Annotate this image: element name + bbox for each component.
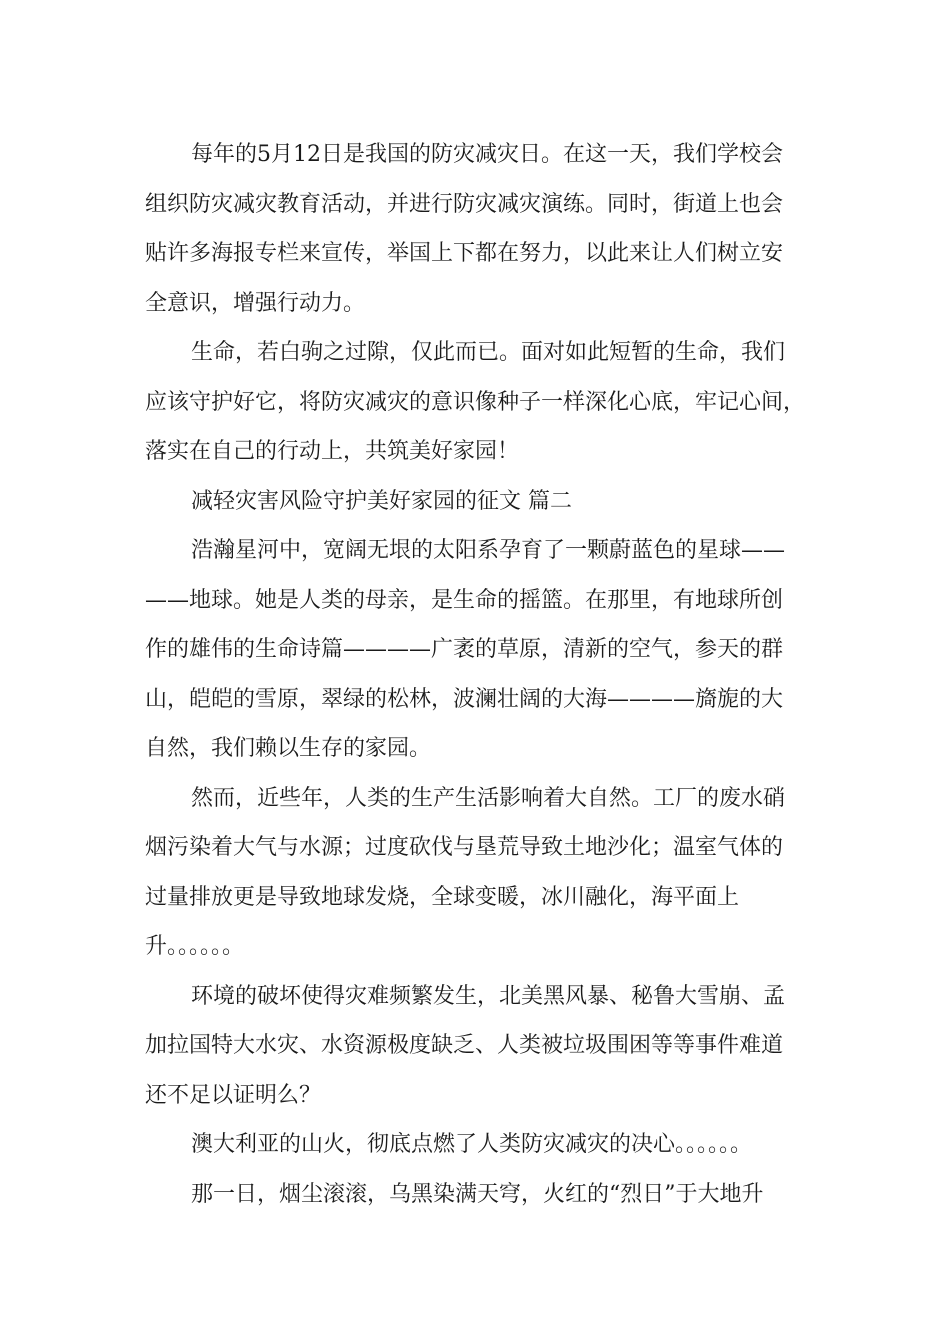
document-body — [145, 130, 805, 1219]
paragraph-line: 全意识，增强行动力。 — [145, 290, 366, 316]
paragraph-line: 生命，若白驹之过隙，仅此而已。面对如此短暂的生命，我们 — [191, 340, 786, 365]
paragraph-line: 那一日，烟尘滚滚，乌黑染满天穹，火红的“烈日”于大地升 — [191, 1181, 764, 1207]
paragraph-line: 自然，我们赖以生存的家园。 — [145, 736, 432, 761]
paragraph-line: 澳大利亚的山火，彻底点燃了人类防灾减灾的决心。。。。。。 — [191, 1132, 753, 1157]
paragraph-line: 然而，近些年，人类的生产生活影响着大自然。工厂的废水硝 — [191, 785, 786, 811]
paragraph-line: 加拉国特大水灾、水资源极度缺乏、人类被垃圾围困等等事件难道 — [145, 1033, 784, 1058]
paragraph-line: 作的雄伟的生命诗篇————广袤的草原，清新的空气，参天的群 — [145, 637, 784, 662]
paragraph-line: 升。。。。。。 — [145, 934, 245, 959]
section-heading: 减轻灾害风险守护美好家园的征文 篇二 — [191, 488, 572, 514]
paragraph-line: 应该守护好它，将防灾减灾的意识像种子一样深化心底，牢记心间， — [145, 389, 806, 415]
paragraph-line: 组织防灾减灾教育活动，并进行防灾减灾演练。同时，街道上也会 — [145, 191, 784, 217]
paragraph-line: 每年的5月12日是我国的防灾减灾日。在这一天，我们学校会 — [191, 142, 783, 167]
paragraph-line: ——地球。她是人类的母亲，是生命的摇篮。在那里，有地球所创 — [145, 587, 784, 613]
paragraph-line: 过量排放更是导致地球发烧，全球变暖，冰川融化，海平面上 — [145, 884, 740, 910]
paragraph-line: 贴许多海报专栏来宣传，举国上下都在努力，以此来让人们树立安 — [145, 241, 784, 266]
paragraph-line: 烟污染着大气与水源；过度砍伐与垦荒导致土地沙化；温室气体的 — [145, 835, 784, 860]
paragraph-line: 环境的破坏使得灾难频繁发生，北美黑风暴、秘鲁大雪崩、孟 — [191, 983, 786, 1009]
paragraph-line: 还不足以证明么？ — [145, 1082, 322, 1108]
paragraph-line: 山，皑皑的雪原，翠绿的松林，波澜壮阔的大海————旖旎的大 — [145, 686, 784, 712]
paragraph-line: 落实在自己的行动上，共筑美好家园！ — [145, 439, 520, 464]
paragraph-line: 浩瀚星河中，宽阔无垠的太阳系孕育了一颗蔚蓝色的星球—— — [191, 538, 786, 563]
